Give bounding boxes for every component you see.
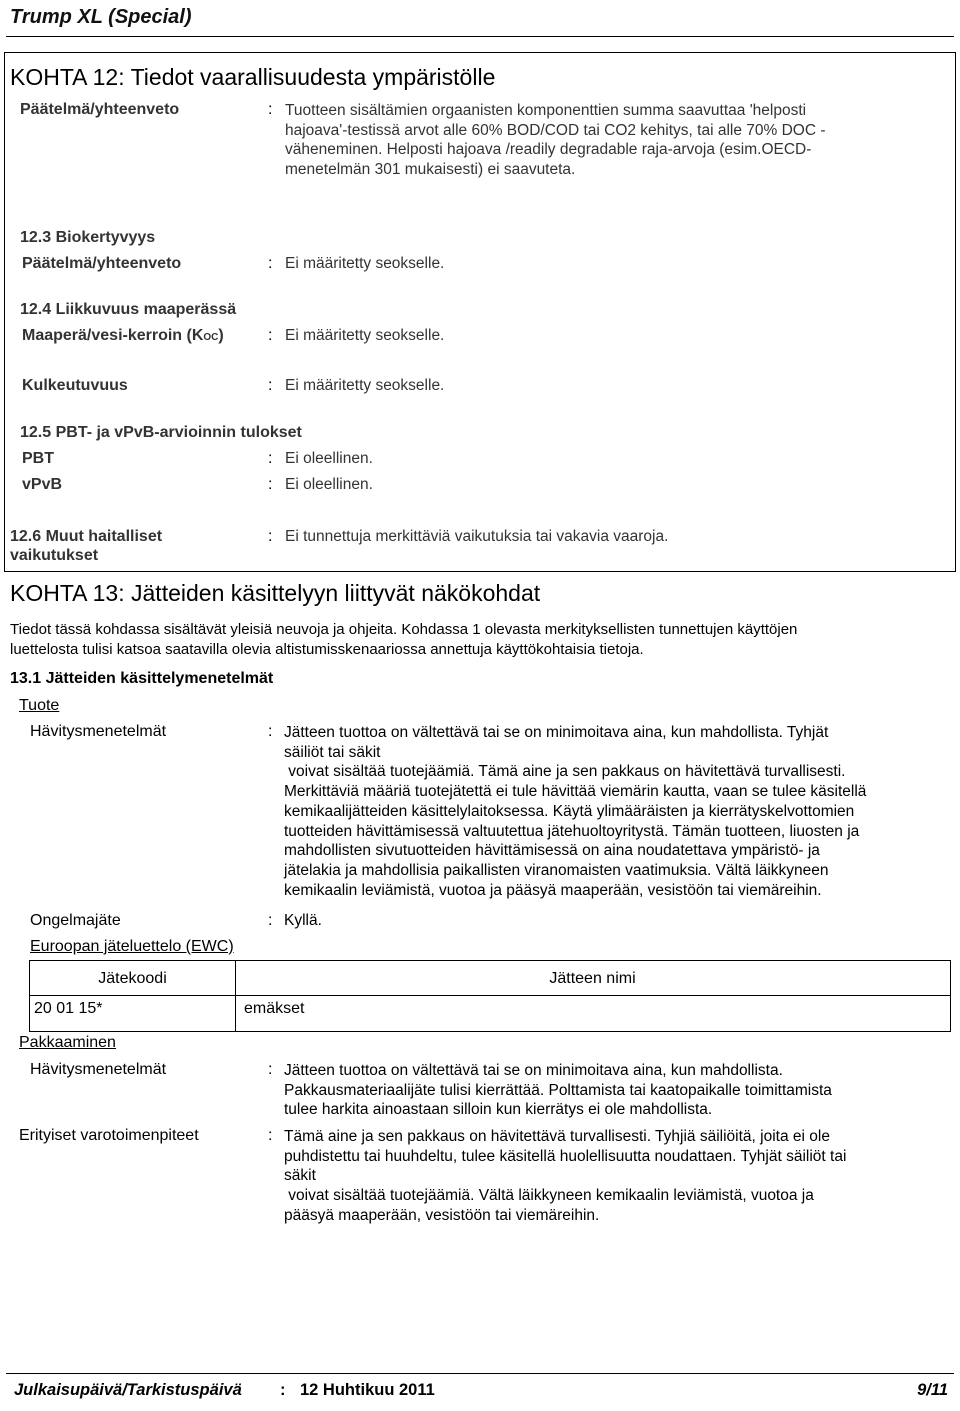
conclusion-line: väheneminen. Helposti hajoava /readily degradable raja-arvoja (esim.OECD- xyxy=(285,141,812,159)
packaging-disposal-label: Hävitysmenetelmät xyxy=(30,1061,167,1078)
product-label: Tuote xyxy=(19,697,60,714)
precautions-line: pääsyä maaperään, vesistöön tai viemäreihin. xyxy=(284,1206,600,1224)
ewc-row-name: emäkset xyxy=(244,1000,305,1017)
separator: : xyxy=(268,327,273,344)
precautions-line: säkit xyxy=(284,1167,316,1185)
pbt-heading: 12.5 PBT- ja vPvB-arvioinnin tulokset xyxy=(20,424,302,441)
separator: : xyxy=(268,528,273,545)
vpvb-value: Ei oleellinen. xyxy=(285,476,373,493)
conclusion-label: Päätelmä/yhteenveto xyxy=(20,101,180,118)
ewc-header-name: Jätteen nimi xyxy=(549,970,636,987)
bioaccumulation-heading: 12.3 Biokertyvyys xyxy=(20,229,156,246)
precautions-line: puhdistettu tai huuhdeltu, tulee käsitellä huolellisuutta noudattaen. Tyhjät säiliöt tai xyxy=(284,1147,847,1165)
section-13-title: KOHTA 13: Jätteiden käsittelyyn liittyvät näkökohdat xyxy=(10,580,541,606)
separator: : xyxy=(268,450,273,467)
precautions-line: Tämä aine ja sen pakkaus on hävitettävä turvallisesti. Tyhjiä säiliöitä, joita ei ole xyxy=(284,1128,830,1145)
separator: : xyxy=(268,476,273,493)
table-divider xyxy=(30,995,950,996)
disposal-line: kemikaalin leviämistä, vuotoa ja pääsyä maaperään, vesistöön tai viemäreihin. xyxy=(284,881,822,899)
disposal-line: kemikaalijätteiden käsittelylaitoksessa. Käytä ylimääräisten ja kierrätyskelvottomien xyxy=(284,802,855,820)
precautions-text xyxy=(284,1127,846,1226)
transport-label: Kulkeutuvuus xyxy=(22,377,128,394)
section-12-title: KOHTA 12: Tiedot vaarallisuudesta ympäristölle xyxy=(10,64,496,90)
pbt-label: PBT xyxy=(22,450,54,467)
separator: : xyxy=(268,912,273,929)
vpvb-label: vPvB xyxy=(22,476,63,493)
header-divider xyxy=(6,36,954,37)
pbt-value: Ei oleellinen. xyxy=(285,450,373,467)
separator: : xyxy=(268,377,273,394)
hazardous-waste-label: Ongelmajäte xyxy=(30,912,121,929)
bio-conclusion-value: Ei määritetty seokselle. xyxy=(285,255,445,272)
ewc-row-code: 20 01 15* xyxy=(34,1000,103,1017)
packaging-label: Pakkaaminen xyxy=(19,1034,116,1051)
separator: : xyxy=(268,1061,273,1078)
intro-line: luettelosta tulisi katsoa saatavilla olevia altistumisskenaariossa annettuja käyttökohtaisia tietoja. xyxy=(10,640,644,658)
disposal-line: säiliöt tai säkit xyxy=(284,743,381,761)
page-number: 9/11 xyxy=(917,1381,948,1399)
conclusion-line: hajoava'-testissä arvot alle 60% BOD/COD tai CO2 kehitys, tai alle 70% DOC - xyxy=(285,121,826,139)
disposal-line: tuotteiden hävittämisessä valtuutettua jätehuoltoyritystä. Tämän tuotteen, liuosten ja xyxy=(284,822,860,840)
packaging-disposal-text xyxy=(284,1061,832,1120)
disposal-line: Merkittäviä määriä tuotejätettä ei tule hävittää viemärin kautta, vaan se tulee käsitellä xyxy=(284,783,867,801)
footer-divider xyxy=(6,1373,954,1374)
koc-label-main: Maaperä/vesi-kerroin (K xyxy=(22,327,204,344)
disposal-line: voivat sisältää tuotejäämiä. Tämä aine ja sen pakkaus on hävitettävä turvallisesti. xyxy=(284,763,846,781)
footer-date-label: Julkaisupäivä/Tarkistuspäivä xyxy=(14,1381,242,1399)
other-effects-value: Ei tunnettuja merkittäviä vaikutuksia tai vakavia vaaroja. xyxy=(285,528,669,545)
ewc-label: Euroopan jäteluettelo (EWC) xyxy=(30,938,234,955)
separator: : xyxy=(268,101,273,118)
precautions-label: Erityiset varotoimenpiteet xyxy=(19,1127,199,1144)
transport-value: Ei määritetty seokselle. xyxy=(285,377,445,394)
mobility-heading: 12.4 Liikkuvuus maaperässä xyxy=(20,301,237,318)
koc-value: Ei määritetty seokselle. xyxy=(285,327,445,344)
methods-heading: 13.1 Jätteiden käsittelymenetelmät xyxy=(10,670,274,687)
footer-date: 12 Huhtikuu 2011 xyxy=(300,1381,435,1399)
intro-line: Tiedot tässä kohdassa sisältävät yleisiä neuvoja ja ohjeita. Kohdassa 1 olevasta merkityksellisten tunnettujen käyttöjen xyxy=(10,621,798,638)
disposal-line: jätelakia ja mahdollisia paikallisten viranomaisten vaatimuksia. Vältä läikkyneen xyxy=(284,861,829,879)
separator: : xyxy=(268,1127,273,1144)
disposal-label: Hävitysmenetelmät xyxy=(30,723,167,740)
footer-colon: : xyxy=(280,1381,286,1399)
disposal-text xyxy=(284,723,866,900)
packaging-disposal-line: Pakkausmateriaalijäte tulisi kierrättää. Polttamista tai kaatopaikalle toimittamista xyxy=(284,1081,832,1099)
other-effects-label-2: vaikutukset xyxy=(10,547,99,564)
section-13-intro xyxy=(10,620,797,659)
koc-label-end: ) xyxy=(218,327,224,344)
ewc-table xyxy=(29,960,951,1032)
conclusion-line: menetelmän 301 mukaisesti) ei saavuteta. xyxy=(285,161,576,179)
precautions-line: voivat sisältää tuotejäämiä. Vältä läikkyneen kemikaalin leviämistä, vuotoa ja xyxy=(284,1187,814,1205)
koc-label xyxy=(22,327,224,345)
disposal-line: Jätteen tuottoa on vältettävä tai se on minimoitava aina, kun mahdollista. Tyhjät xyxy=(284,724,829,741)
conclusion-text xyxy=(285,101,826,180)
packaging-disposal-line: Jätteen tuottoa on vältettävä tai se on minimoitava aina, kun mahdollista. xyxy=(284,1062,783,1079)
separator: : xyxy=(268,255,273,272)
disposal-line: mahdollisten sivutuotteiden hävittämisessä on aina noudatettava ympäristö- ja xyxy=(284,842,820,860)
ewc-header-code: Jätekoodi xyxy=(98,970,167,987)
hazardous-waste-value: Kyllä. xyxy=(284,912,322,929)
packaging-disposal-line: tulee harkita ainoastaan silloin kun kierrätys ei ole mahdollista. xyxy=(284,1101,713,1119)
koc-label-sub: OC xyxy=(203,332,219,343)
conclusion-line: Tuotteen sisältämien orgaanisten komponenttien summa saavuttaa 'helposti xyxy=(285,102,807,119)
bio-conclusion-label: Päätelmä/yhteenveto xyxy=(22,255,182,272)
other-effects-label: 12.6 Muut haitalliset xyxy=(10,528,163,545)
separator: : xyxy=(268,723,273,740)
product-name: Trump XL (Special) xyxy=(10,6,192,28)
